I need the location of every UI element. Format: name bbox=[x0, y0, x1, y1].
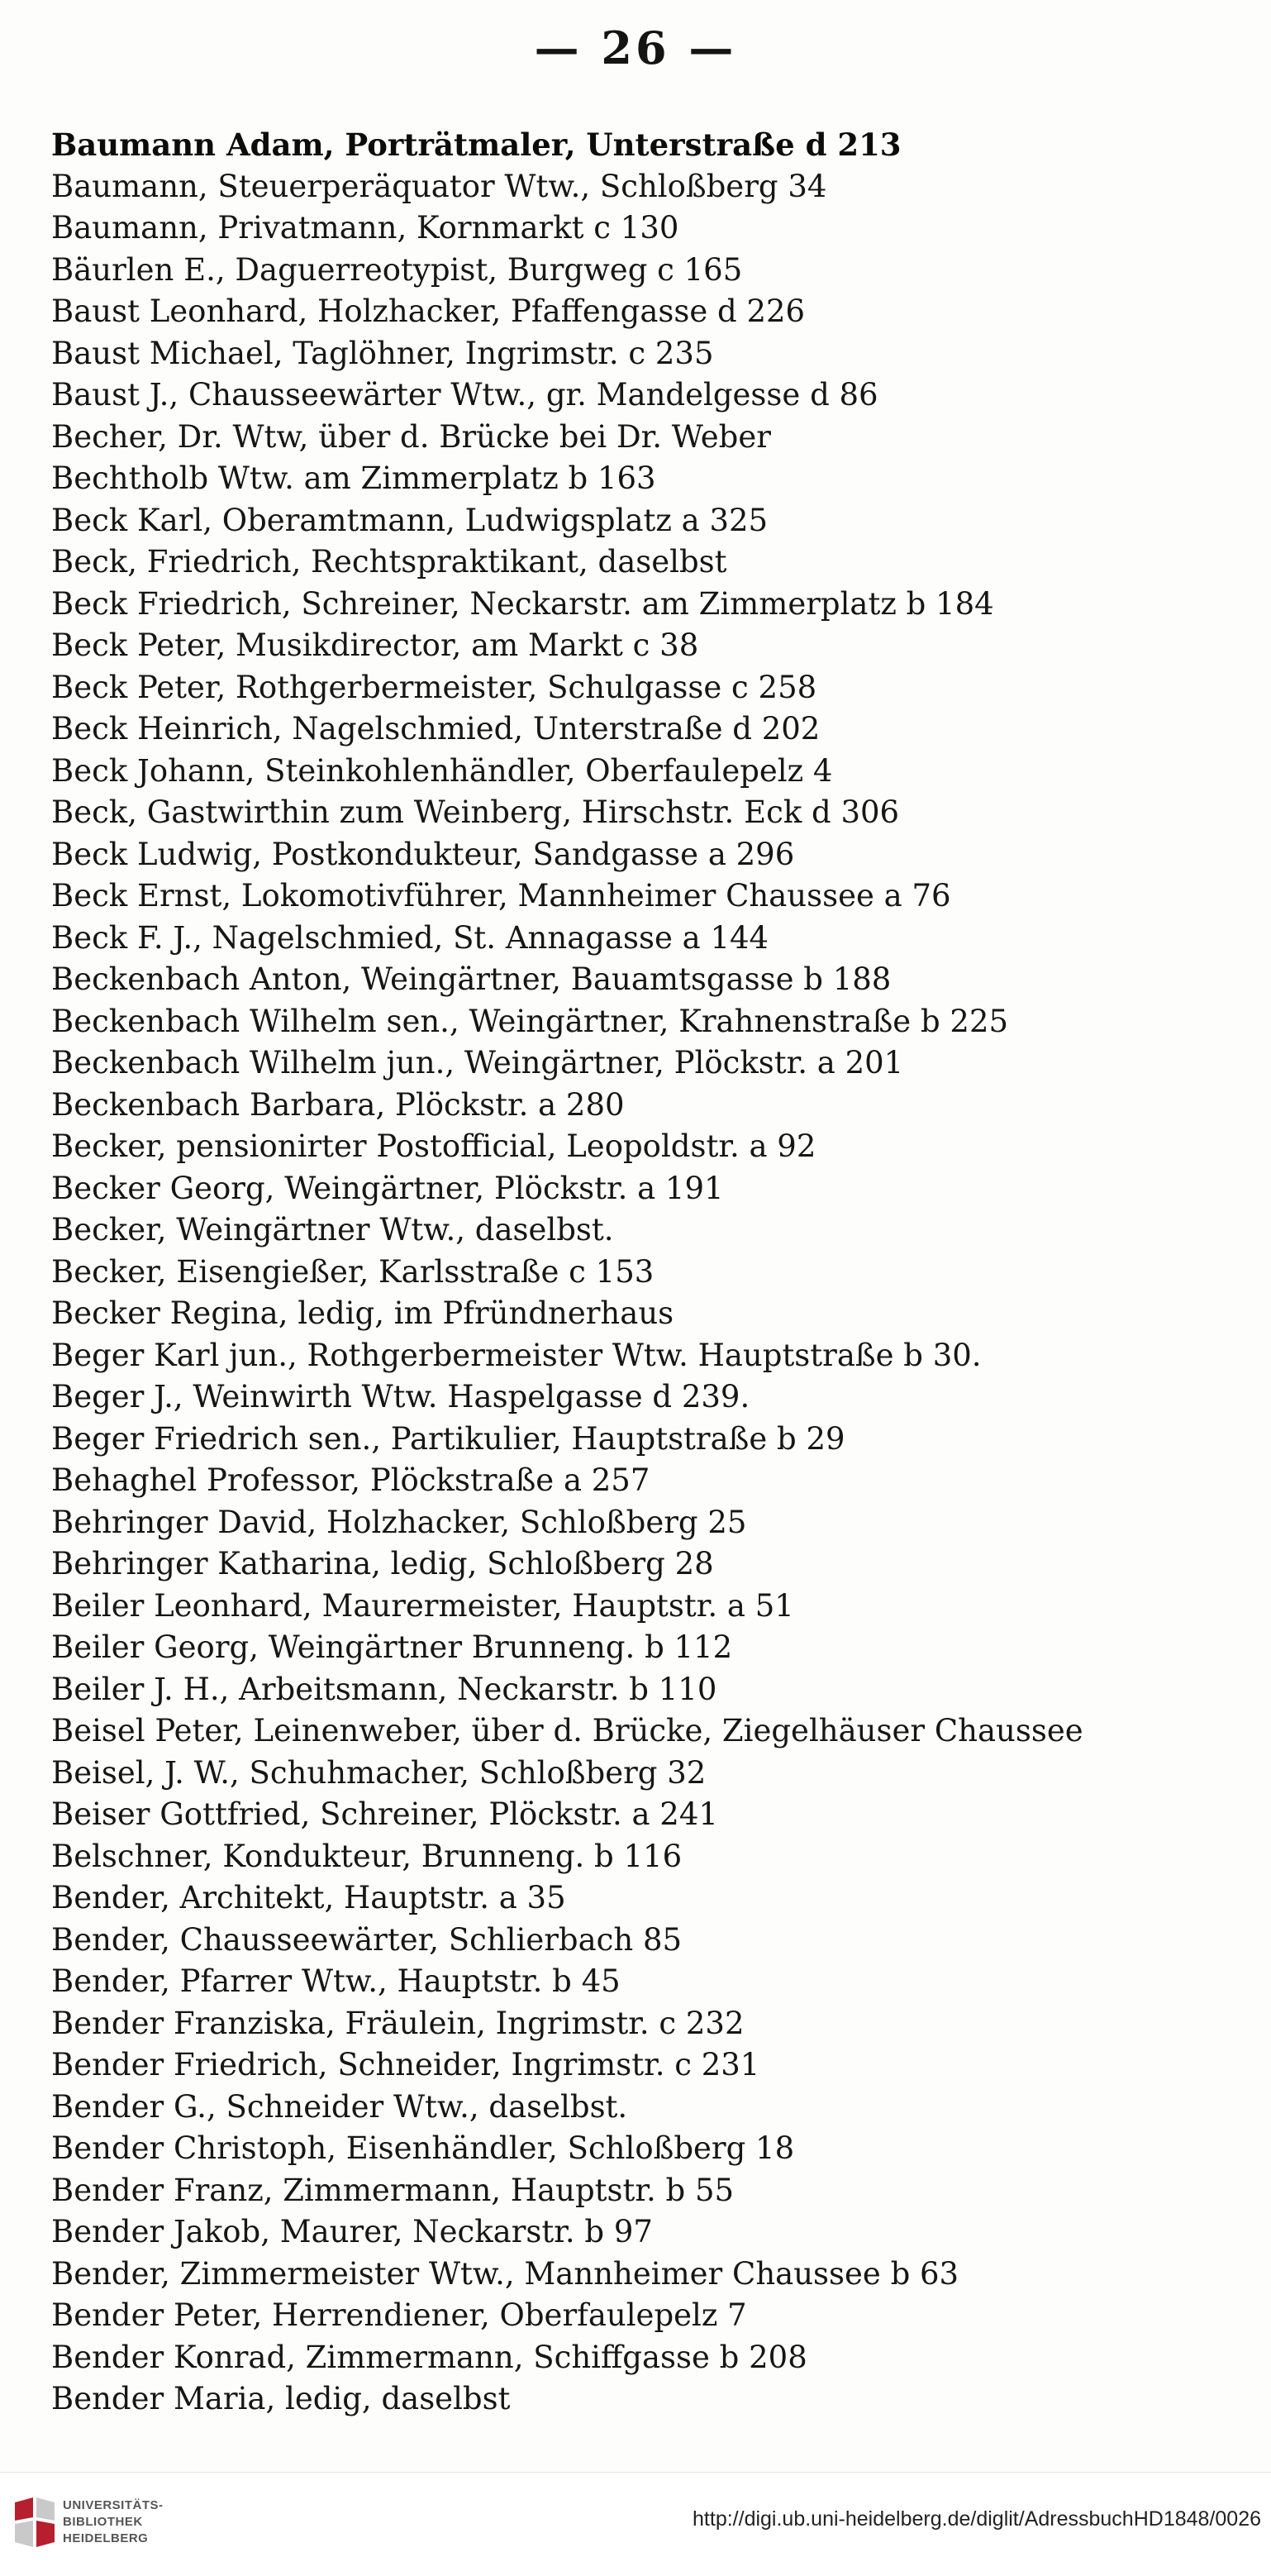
directory-entry: Beiler J. H., Arbeitsmann, Neckarstr. b 110 bbox=[51, 1671, 717, 1707]
logo-line: HEIDELBERG bbox=[63, 2531, 149, 2545]
directory-entry: Bender, Architekt, Hauptstr. a 35 bbox=[51, 1880, 566, 1915]
directory-entry: Beck Peter, Musikdirector, am Markt c 38 bbox=[51, 627, 699, 663]
directory-entry: Beck Ludwig, Postkondukteur, Sandgasse a 296 bbox=[51, 836, 795, 872]
directory-entry: Becker, Eisengießer, Karlsstraße c 153 bbox=[51, 1253, 655, 1290]
directory-entry: Bender G., Schneider Wtw., daselbst. bbox=[51, 2088, 628, 2125]
directory-entry: Becker, pensionirter Postofficial, Leopoldstr. a 92 bbox=[51, 1128, 816, 1164]
directory-entry: Bender Franziska, Fräulein, Ingrimstr. c 232 bbox=[51, 2005, 745, 2041]
directory-entry: Bender Maria, ledig, daselbst bbox=[51, 2381, 511, 2416]
directory-entry: Behaghel Professor, Plöckstraße a 257 bbox=[51, 1462, 650, 1498]
directory-entry: Baust Michael, Taglöhner, Ingrimstr. c 235 bbox=[51, 335, 714, 371]
directory-entry: Beck Friedrich, Schreiner, Neckarstr. am Zimmerplatz b 184 bbox=[51, 585, 994, 622]
directory-entry: Beck, Friedrich, Rechtspraktikant, daselbst bbox=[51, 544, 727, 580]
directory-entry: Bender Jakob, Maurer, Neckarstr. b 97 bbox=[51, 2214, 653, 2249]
directory-entry: Beiler Leonhard, Maurermeister, Hauptstr. a 51 bbox=[51, 1587, 794, 1624]
directory-entry: Bender Christoph, Eisenhändler, Schloßberg 18 bbox=[51, 2130, 795, 2166]
directory-entry: Bender, Zimmermeister Wtw., Mannheimer Chaussee b 63 bbox=[51, 2255, 959, 2292]
directory-entry: Belschner, Kondukteur, Brunneng. b 116 bbox=[51, 1838, 683, 1874]
directory-entry: Baust Leonhard, Holzhacker, Pfaffengasse d 226 bbox=[51, 293, 806, 329]
directory-entry: Becker, Weingärtner Wtw., daselbst. bbox=[51, 1212, 614, 1247]
directory-entry: Bender Franz, Zimmermann, Hauptstr. b 55 bbox=[51, 2172, 735, 2208]
directory-entry: Beckenbach Barbara, Plöckstr. a 280 bbox=[51, 1086, 625, 1123]
directory-entry: Beisel, J. W., Schuhmacher, Schloßberg 32 bbox=[51, 1754, 707, 1791]
footer-bar bbox=[0, 2472, 1271, 2576]
directory-entry: Baumann, Steuerperäquator Wtw., Schloßberg 34 bbox=[51, 168, 827, 204]
directory-entry: Behringer David, Holzhacker, Schloßberg 25 bbox=[51, 1504, 747, 1540]
directory-entry: Baumann Adam, Porträtmaler, Unterstraße d 213 bbox=[51, 126, 902, 163]
directory-entry: Behringer Katharina, ledig, Schloßberg 28 bbox=[51, 1546, 714, 1581]
logo-line: UNIVERSITÄTS- bbox=[63, 2498, 164, 2512]
directory-entry: Beckenbach Wilhelm sen., Weingärtner, Krahnenstraße b 225 bbox=[51, 1003, 1009, 1039]
directory-entry: Bender Peter, Herrendiener, Oberfaulepelz 7 bbox=[51, 2297, 747, 2333]
directory-entry: Beger Friedrich sen., Partikulier, Hauptstraße b 29 bbox=[51, 1420, 845, 1457]
directory-entry: Beck Ernst, Lokomotivführer, Mannheimer Chaussee a 76 bbox=[51, 878, 951, 914]
logo-line: BIBLIOTHEK bbox=[63, 2515, 143, 2529]
directory-entry: Beiser Gottfried, Schreiner, Plöckstr. a 241 bbox=[51, 1796, 718, 1832]
directory-entry: Beck Johann, Steinkohlenhändler, Oberfaulepelz 4 bbox=[51, 752, 833, 789]
logo-text bbox=[63, 2497, 164, 2547]
directory-entry: Beckenbach Anton, Weingärtner, Bauamtsgasse b 188 bbox=[51, 961, 892, 997]
directory-entry: Bäurlen E., Daguerreotypist, Burgweg c 165 bbox=[51, 251, 743, 288]
directory-entry: Bender Friedrich, Schneider, Ingrimstr. c 231 bbox=[51, 2047, 760, 2082]
directory-entry: Baust J., Chausseewärter Wtw., gr. Mandelgesse d 86 bbox=[51, 377, 878, 413]
directory-entry: Beckenbach Wilhelm jun., Weingärtner, Plöckstr. a 201 bbox=[51, 1045, 904, 1080]
directory-entry: Beck Heinrich, Nagelschmied, Unterstraße d 202 bbox=[51, 711, 821, 747]
directory-entry: Beiler Georg, Weingärtner Brunneng. b 112 bbox=[51, 1629, 733, 1665]
directory-entry: Bender Konrad, Zimmermann, Schiffgasse b 208 bbox=[51, 2339, 807, 2375]
directory-entry: Bender, Pfarrer Wtw., Hauptstr. b 45 bbox=[51, 1963, 621, 1999]
directory-entry: Beck Peter, Rothgerbermeister, Schulgasse c 258 bbox=[51, 669, 817, 705]
directory-entry: Beck, Gastwirthin zum Weinberg, Hirschstr. Eck d 306 bbox=[51, 794, 900, 830]
directory-entry: Beck Karl, Oberamtmann, Ludwigsplatz a 325 bbox=[51, 502, 769, 538]
source-url-link[interactable]: http://digi.ub.uni-heidelberg.de/diglit/AdressbuchHD1848/0026 bbox=[693, 2507, 1261, 2531]
library-seal-icon bbox=[12, 2496, 58, 2549]
page-number: — 26 — bbox=[534, 21, 737, 74]
directory-entry: Bechtholb Wtw. am Zimmerplatz b 163 bbox=[51, 460, 656, 496]
directory-entry: Becker Regina, ledig, im Pfründnerhaus bbox=[51, 1295, 674, 1331]
directory-entry: Beger Karl jun., Rothgerbermeister Wtw. Hauptstraße b 30. bbox=[51, 1337, 982, 1373]
directory-entry: Beger J., Weinwirth Wtw. Haspelgasse d 239. bbox=[51, 1379, 750, 1414]
directory-entry: Beisel Peter, Leinenweber, über d. Brücke, Ziegelhäuser Chaussee bbox=[51, 1713, 1083, 1748]
directory-entry: Becker Georg, Weingärtner, Plöckstr. a 191 bbox=[51, 1170, 724, 1206]
directory-entry: Bender, Chausseewärter, Schlierbach 85 bbox=[51, 1921, 683, 1958]
directory-entry: Becher, Dr. Wtw, über d. Brücke bei Dr. Weber bbox=[51, 418, 771, 455]
library-logo[interactable] bbox=[12, 2489, 169, 2555]
directory-entry: Baumann, Privatmann, Kornmarkt c 130 bbox=[51, 210, 679, 246]
directory-entry: Beck F. J., Nagelschmied, St. Annagasse a 144 bbox=[51, 919, 769, 956]
directory-entries bbox=[51, 124, 1258, 2421]
